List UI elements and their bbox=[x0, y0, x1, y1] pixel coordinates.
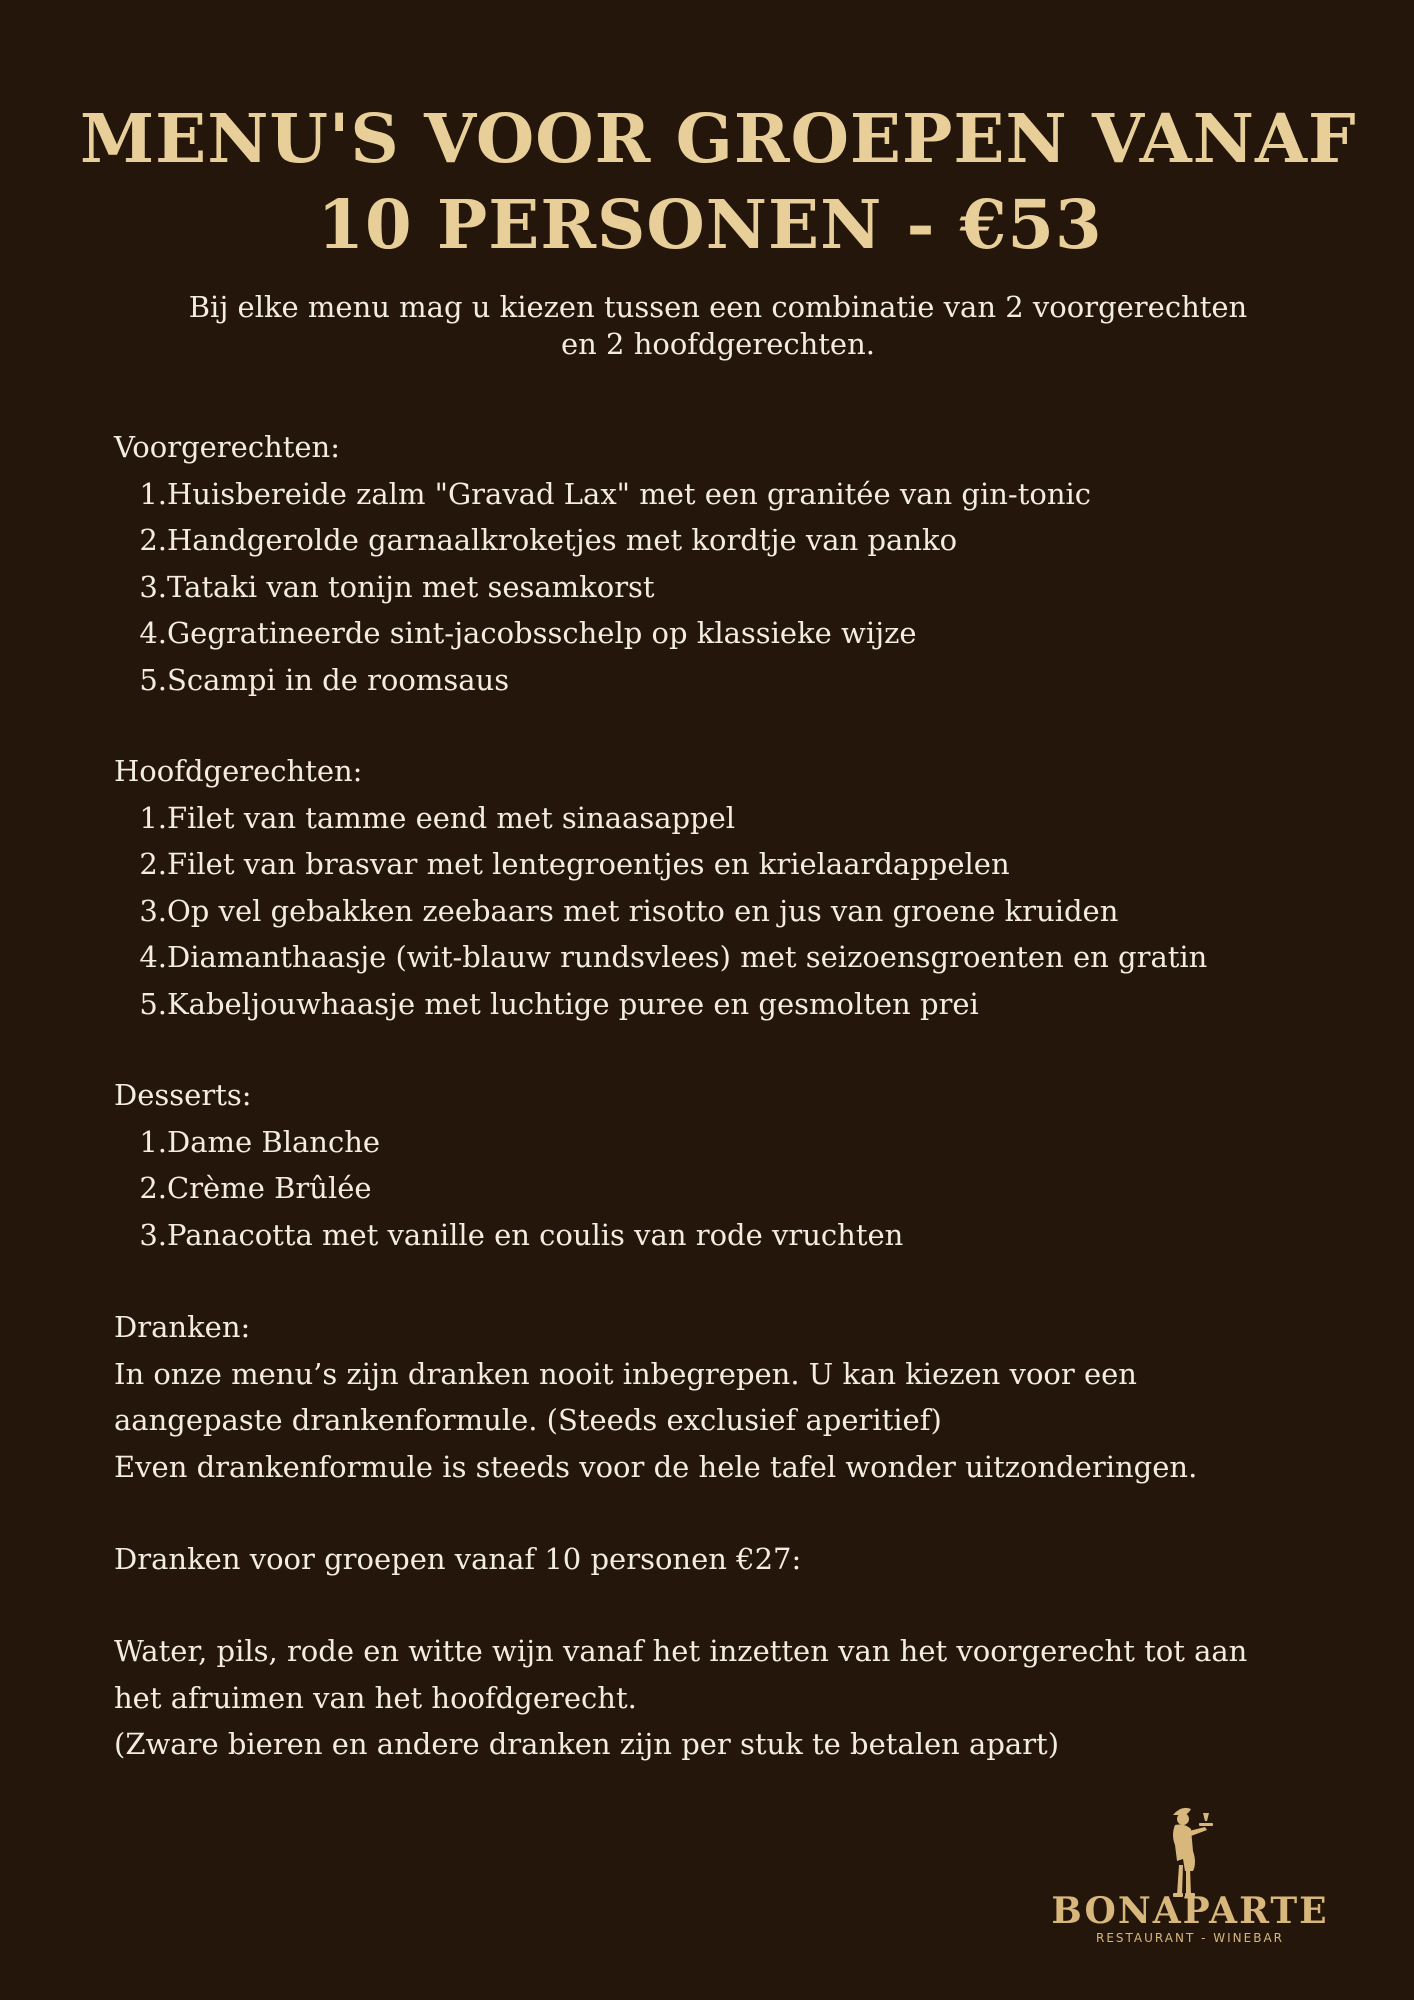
list-item: 3. Tataki van tonijn met sesamkorst bbox=[139, 569, 655, 604]
brand-tagline: RESTAURANT - WINEBAR bbox=[1096, 1931, 1284, 1945]
waiter-silhouette-icon bbox=[1159, 1805, 1221, 1901]
starters-section bbox=[114, 424, 1334, 703]
starters-list bbox=[114, 471, 1334, 704]
section-heading: Hoofdgerechten: bbox=[114, 754, 363, 788]
intro-text bbox=[90, 289, 1346, 363]
desserts-section bbox=[114, 1072, 1334, 1258]
mains-section bbox=[114, 748, 1334, 1027]
offer-text-line: het afruimen van het hoofdgerecht. bbox=[114, 1680, 637, 1715]
drinks-section bbox=[114, 1304, 1334, 1490]
section-heading: Dranken: bbox=[114, 1310, 251, 1344]
list-item: 4. Gegratineerde sint-jacobsschelp op klassieke wijze bbox=[139, 616, 917, 650]
drinks-text-line: Even drankenformule is steeds voor de hele tafel wonder uitzonderingen. bbox=[114, 1449, 1198, 1484]
offer-text-line: (Zware bieren en andere dranken zijn per stuk te betalen apart) bbox=[114, 1727, 1060, 1761]
title-line-2: 10 PERSONEN - €53 bbox=[317, 185, 1103, 264]
list-item: 1. Filet van tamme eend met sinaasappel bbox=[139, 800, 736, 835]
list-item: 3. Panacotta met vanille en coulis van rode vruchten bbox=[139, 1217, 904, 1252]
list-item: 1. Huisbereide zalm "Gravad Lax" met een granitée van gin-tonic bbox=[139, 476, 1092, 511]
brand-name: BONAPARTE bbox=[1051, 1890, 1329, 1932]
section-heading: Voorgerechten: bbox=[114, 430, 340, 464]
section-heading: Desserts: bbox=[114, 1078, 252, 1112]
group-offer-heading: Dranken voor groepen vanaf 10 personen €27: bbox=[114, 1542, 802, 1576]
list-item: 2. Crème Brûlée bbox=[139, 1171, 372, 1205]
mains-list bbox=[114, 795, 1334, 1028]
list-item: 1. Dame Blanche bbox=[139, 1124, 381, 1159]
list-item: 5. Kabeljouwhaasje met luchtige puree en gesmolten prei bbox=[139, 986, 979, 1021]
desserts-list bbox=[114, 1119, 1334, 1259]
list-item: 5. Scampi in de roomsaus bbox=[139, 662, 510, 697]
list-item: 2. Filet van brasvar met lentegroentjes en krielaardappelen bbox=[139, 847, 1010, 881]
list-item: 4. Diamanthaasje (wit-blauw rundsvlees) met seizoensgroenten en gratin bbox=[139, 940, 1208, 974]
list-item: 3. Op vel gebakken zeebaars met risotto en jus van groene kruiden bbox=[139, 893, 1119, 928]
group-drinks-offer bbox=[114, 1536, 1334, 1583]
drinks-text-line: aangepaste drankenformule. (Steeds exclusief aperitief) bbox=[114, 1403, 942, 1437]
group-drinks-details bbox=[114, 1628, 1334, 1768]
drinks-text-line: In onze menu’s zijn dranken nooit inbegrepen. U kan kiezen voor een bbox=[114, 1356, 1137, 1391]
offer-text-line: Water, pils, rode en witte wijn vanaf het inzetten van het voorgerecht tot aan bbox=[114, 1634, 1248, 1668]
intro-line-2: en 2 hoofdgerechten. bbox=[560, 327, 875, 361]
title-line-1: MENU'S VOOR GROEPEN VANAF bbox=[80, 99, 1357, 178]
list-item: 2. Handgerolde garnaalkroketjes met kordtje van panko bbox=[139, 523, 958, 557]
intro-line-1: Bij elke menu mag u kiezen tussen een combinatie van 2 voorgerechten bbox=[188, 290, 1248, 324]
page-title bbox=[80, 96, 1357, 268]
bonaparte-logo bbox=[1025, 1805, 1355, 1945]
